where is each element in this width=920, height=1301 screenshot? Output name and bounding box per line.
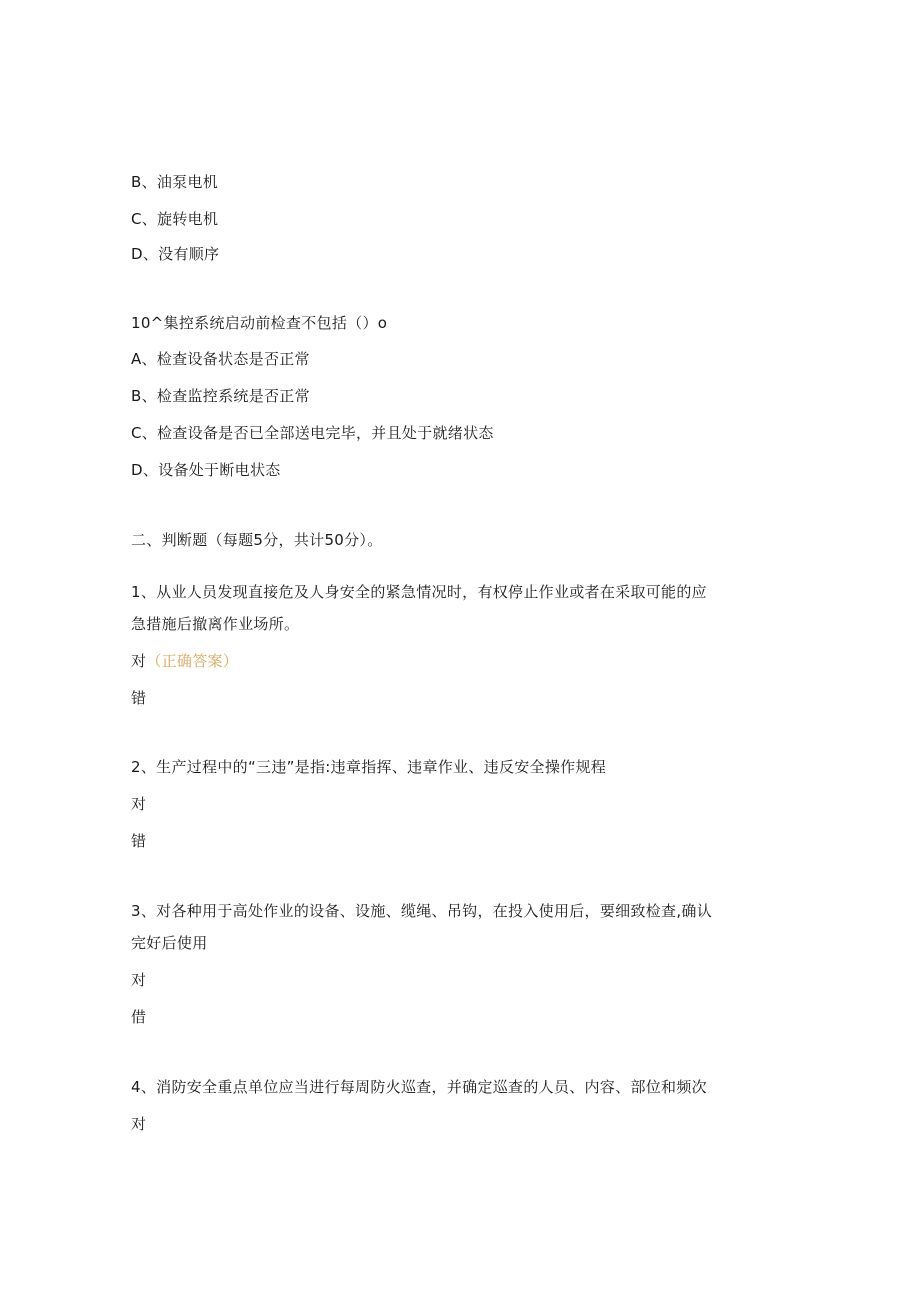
tf-1-stem-line-2: 急措施后撤离作业场所。 bbox=[131, 615, 300, 633]
tf-1-false-option: 错 bbox=[131, 689, 147, 707]
option-b-prev: B、油泵电机 bbox=[131, 173, 219, 191]
tf-3-false-option: 借 bbox=[131, 1008, 147, 1026]
correct-answer-note: （正确答案） bbox=[146, 652, 239, 670]
tf-3-stem-line-2: 完好后使用 bbox=[131, 934, 208, 952]
tf-1-stem-line-1: 1、从业人员发现直接危及人身安全的紧急情况时，有权停止作业或者在采取可能的应 bbox=[131, 583, 707, 601]
tf-4-true-option: 对 bbox=[131, 1115, 147, 1133]
tf-2-true-option: 对 bbox=[131, 795, 147, 813]
tf-3-true-option: 对 bbox=[131, 971, 147, 989]
question-10-option-d: D、设备处于断电状态 bbox=[131, 461, 281, 479]
tf-2-stem: 2、生产过程中的“三违”是指:违章指挥、违章作业、违反安全操作规程 bbox=[131, 758, 607, 776]
section-title-true-false: 二、判断题（每题5分，共计50分）。 bbox=[131, 531, 383, 549]
question-10-option-b: B、检查监控系统是否正常 bbox=[131, 387, 310, 405]
option-c-prev: C、旋转电机 bbox=[131, 210, 219, 228]
tf-1-true-option bbox=[131, 651, 238, 671]
question-10-option-a: A、检查设备状态是否正常 bbox=[131, 350, 310, 368]
tf-4-stem: 4、消防安全重点单位应当进行每周防火巡查，并确定巡查的人员、内容、部位和频次 bbox=[131, 1078, 707, 1096]
question-10-stem: 10^集控系统启动前检查不包括（）o bbox=[131, 314, 388, 332]
tf-3-stem-line-1: 3、对各种用于高处作业的设备、设施、缆绳、吊钩，在投入使用后，要细致检查,确认 bbox=[131, 902, 713, 920]
option-d-prev: D、没有顺序 bbox=[131, 245, 220, 263]
tf-2-false-option: 错 bbox=[131, 832, 147, 850]
tf-1-true-label: 对 bbox=[131, 652, 147, 670]
question-10-option-c: C、检查设备是否已全部送电完毕，并且处于就绪状态 bbox=[131, 424, 494, 442]
